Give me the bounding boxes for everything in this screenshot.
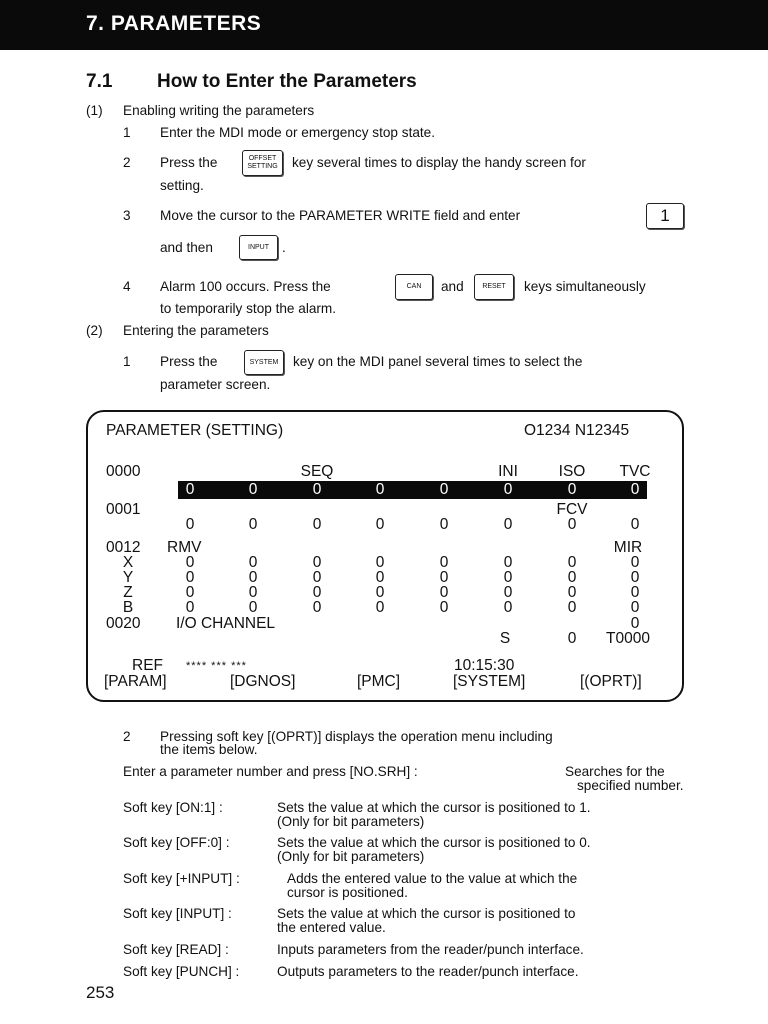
axis-y-bit: 0	[439, 569, 449, 586]
softkey-system[interactable]: [SYSTEM]	[453, 673, 526, 690]
param-0020-label: I/O CHANNEL	[176, 615, 276, 632]
param-0001-bit: 0	[248, 516, 258, 533]
softkey-dgnos[interactable]: [DGNOS]	[230, 673, 296, 690]
spindle-value: 0	[567, 630, 577, 647]
item-desc-input-1: Sets the value at which the cursor is positioned to	[277, 906, 576, 921]
axis-y-bit: 0	[248, 569, 258, 586]
item-desc-nosrh-1: Searches for the	[565, 764, 665, 779]
softkey-oprt[interactable]: [(OPRT)]	[580, 673, 642, 690]
part2-step1-text-b: key on the MDI panel several times to select the	[293, 354, 583, 369]
axis-x-bit: 0	[630, 554, 640, 571]
axis-z-bit: 0	[375, 584, 385, 601]
item-label-read: Soft key [READ] :	[123, 942, 229, 957]
item-label-plus-input: Soft key [+INPUT] :	[123, 871, 240, 886]
mode-ref: REF	[132, 657, 163, 674]
axis-b-bit: 0	[375, 599, 385, 616]
axis-label-b: B	[122, 599, 134, 616]
axis-y-bit: 0	[630, 569, 640, 586]
step4-number: 4	[123, 279, 131, 294]
item-desc-plus-input-1: Adds the entered value to the value at which the	[287, 871, 578, 886]
softkey-param[interactable]: [PARAM]	[104, 673, 167, 690]
param-0001-number: 0001	[106, 501, 141, 518]
step4-text-c: to temporarily stop the alarm.	[160, 301, 337, 316]
axis-z-bit: 0	[503, 584, 513, 601]
step3-number: 3	[123, 208, 131, 223]
item-desc-plus-input-2: cursor is positioned.	[287, 885, 408, 900]
axis-label-y: Y	[122, 569, 134, 586]
param-0012-mir: MIR	[613, 539, 643, 556]
part2-step2-number: 2	[123, 729, 131, 744]
input-key: INPUT	[239, 235, 278, 260]
step3-text-b: and then	[160, 240, 213, 255]
page-number: 253	[86, 983, 115, 1002]
param-0000-bit: 0	[375, 481, 385, 498]
axis-b-bit: 0	[185, 599, 195, 616]
axis-x-bit: 0	[248, 554, 258, 571]
param-0000-tvc: TVC	[619, 463, 651, 480]
step2-number: 2	[123, 155, 131, 170]
part2-step1-number: 1	[123, 354, 131, 369]
spindle-label: S	[499, 630, 511, 647]
system-key: SYSTEM	[244, 350, 284, 375]
axis-y-bit: 0	[312, 569, 322, 586]
section-title: How to Enter the Parameters	[157, 71, 417, 92]
param-0012-number: 0012	[106, 539, 141, 556]
axis-y-bit: 0	[185, 569, 195, 586]
step2-text-c: setting.	[160, 178, 204, 193]
axis-label-z: Z	[123, 584, 133, 601]
clock-time: 10:15:30	[454, 657, 515, 674]
step4-text-b: keys simultaneously	[524, 279, 646, 294]
param-0020-number: 0020	[106, 615, 141, 632]
param-0001-bit: 0	[375, 516, 385, 533]
param-0000-bit: 0	[248, 481, 258, 498]
axis-z-bit: 0	[248, 584, 258, 601]
offset-key-line1: OFFSET	[248, 155, 277, 162]
softkey-pmc[interactable]: [PMC]	[357, 673, 401, 690]
item-label-punch: Soft key [PUNCH] :	[123, 964, 240, 979]
step4-text-and: and	[441, 279, 464, 294]
section-number: 7.1	[86, 71, 113, 92]
param-0001-bit: 0	[567, 516, 577, 533]
param-0000-ini: INI	[498, 463, 518, 480]
part2-step1-text-a: Press the	[160, 354, 218, 369]
param-0000-number: 0000	[106, 463, 141, 480]
screen-title: PARAMETER (SETTING)	[106, 422, 284, 439]
axis-y-bit: 0	[567, 569, 577, 586]
param-0001-bit: 0	[312, 516, 322, 533]
axis-b-bit: 0	[439, 599, 449, 616]
offset-setting-key	[242, 150, 283, 176]
numeric-key-one: 1	[646, 203, 684, 229]
offset-key-line2: SETTING	[247, 163, 278, 170]
param-0001-fcv: FCV	[556, 501, 588, 518]
axis-b-bit: 0	[630, 599, 640, 616]
axis-x-bit: 0	[312, 554, 322, 571]
can-key: CAN	[395, 274, 433, 300]
item-label-off0: Soft key [OFF:0] :	[123, 835, 230, 850]
axis-x-bit: 0	[503, 554, 513, 571]
axis-y-bit: 0	[375, 569, 385, 586]
item-desc-off0-2: (Only for bit parameters)	[277, 849, 425, 864]
axis-z-bit: 0	[185, 584, 195, 601]
step3-text-a: Move the cursor to the PARAMETER WRITE field and enter	[160, 208, 521, 223]
part1-title: Enabling writing the parameters	[123, 103, 315, 118]
part2-step2-line1: Pressing soft key [(OPRT)] displays the operation menu including	[160, 729, 553, 744]
step1-number: 1	[123, 125, 131, 140]
item-label-input: Soft key [INPUT] :	[123, 906, 232, 921]
param-0000-bit: 0	[503, 481, 513, 498]
param-0000-bit: 0	[630, 481, 640, 498]
param-0000-bit: 0	[439, 481, 449, 498]
tool-number: T0000	[606, 630, 650, 647]
item-desc-nosrh-2: specified number.	[577, 778, 684, 793]
param-0012-rmv: RMV	[167, 539, 202, 556]
axis-z-bit: 0	[567, 584, 577, 601]
step2-text-a: Press the	[160, 155, 218, 170]
axis-label-x: X	[122, 554, 134, 571]
param-0001-bit: 0	[439, 516, 449, 533]
param-0000-bit: 0	[185, 481, 195, 498]
axis-y-bit: 0	[503, 569, 513, 586]
param-0000-bit: 0	[567, 481, 577, 498]
step4-text-a: Alarm 100 occurs. Press the	[160, 279, 331, 294]
axis-x-bit: 0	[375, 554, 385, 571]
item-desc-read: Inputs parameters from the reader/punch interface.	[277, 942, 584, 957]
axis-x-bit: 0	[185, 554, 195, 571]
item-desc-on1-1: Sets the value at which the cursor is positioned to 1.	[277, 800, 591, 815]
part2-marker: (2)	[86, 323, 103, 338]
item-desc-input-2: the entered value.	[277, 920, 386, 935]
param-0000-bit: 0	[312, 481, 322, 498]
axis-x-bit: 0	[439, 554, 449, 571]
param-0000-iso: ISO	[558, 463, 586, 480]
item-label-on1: Soft key [ON:1] :	[123, 800, 223, 815]
axis-z-bit: 0	[312, 584, 322, 601]
screen-program-number: O1234 N12345	[524, 422, 630, 439]
part2-title: Entering the parameters	[123, 323, 269, 338]
axis-b-bit: 0	[503, 599, 513, 616]
param-0020-value: 0	[630, 615, 640, 632]
step2-text-b: key several times to display the handy screen for	[292, 155, 586, 170]
axis-b-bit: 0	[312, 599, 322, 616]
axis-z-bit: 0	[630, 584, 640, 601]
param-0001-bit: 0	[185, 516, 195, 533]
item-desc-on1-2: (Only for bit parameters)	[277, 814, 425, 829]
axis-b-bit: 0	[567, 599, 577, 616]
part2-step2-line2: the items below.	[160, 742, 258, 757]
reset-key: RESET	[474, 274, 514, 300]
axis-b-bit: 0	[248, 599, 258, 616]
item-desc-punch: Outputs parameters to the reader/punch interface.	[277, 964, 579, 979]
status-stars: **** *** ***	[186, 660, 247, 672]
item-label-nosrh: Enter a parameter number and press [NO.SRH] :	[123, 764, 418, 779]
axis-z-bit: 0	[439, 584, 449, 601]
step1-text: Enter the MDI mode or emergency stop state.	[160, 125, 436, 140]
part2-step1-text-c: parameter screen.	[160, 377, 271, 392]
param-0001-bit: 0	[503, 516, 513, 533]
part1-marker: (1)	[86, 103, 103, 118]
item-desc-off0-1: Sets the value at which the cursor is positioned to 0.	[277, 835, 591, 850]
chapter-title: 7. PARAMETERS	[86, 12, 262, 35]
axis-x-bit: 0	[567, 554, 577, 571]
step3-text-c: .	[282, 240, 286, 255]
param-0001-bit: 0	[630, 516, 640, 533]
parameter-screen-frame	[86, 410, 684, 702]
param-0000-seq: SEQ	[300, 463, 334, 480]
